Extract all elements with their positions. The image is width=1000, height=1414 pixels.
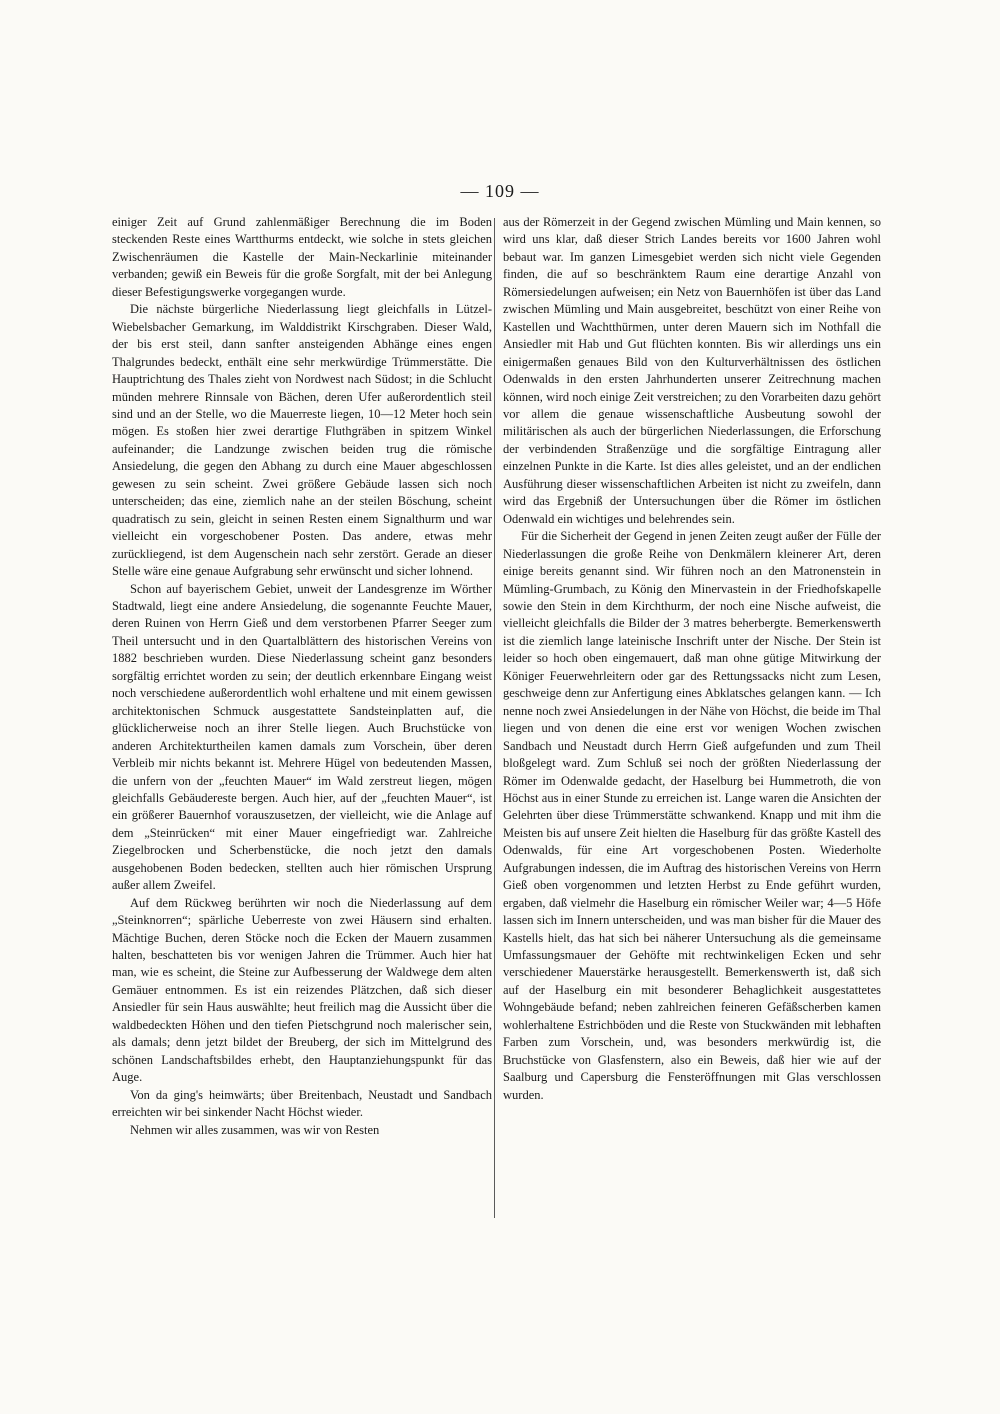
paragraph: Für die Sicherheit der Gegend in jenen Zeiten zeugt außer der Fülle der Niederlassungen die große Reihe von Denkmälern kleinerer Art, deren einige bereits genannt sind. Wir führen noch an den Matronenstein in Mümling-Grumbach, zu König den Minervastein in der Friedhofskapelle sowie den Stein in dem Kirchthurm, der noch eine Nische aufweist, die vielleicht gleichfalls die Bilder der 3 matres beherbergte. Bemerkenswerth ist die ziemlich lange lateinische Inschrift unter der Nische. Der Stein ist leider so hoch oben eingemauert, daß man ohne gütige Mitwirkung der Königer Feuerwehrleitern oder gar des Rettungssacks nicht zum Lesen, geschweige denn zur Anfertigung eines Abklatsches gelangen kann. — Ich nenne noch zwei Ansiedelungen in der Nähe von Höchst, die beide im Thal liegen und von denen die eine erst vor wenigen Wochen zwischen Sandbach und Neustadt durch Herrn Gieß aufgefunden und zum Theil bloßgelegt ward. Zum Schluß sei noch der größten Niederlassung der Römer im Odenwalde gedacht, der Haselburg bei Hummetroth, die von Höchst aus in einer Stunde zu erreichen ist. Lange waren die Ansichten der Gelehrten über diese Trümmerstätte schwankend. Knapp und mit ihm die Meisten bis auf unsere Zeit hielten die Haselburg für das größte Kastell des Odenwalds, für eine Art vorgeschobenen Posten. Wiederholte Aufgrabungen indessen, die im Auftrag des historischen Vereins von Herrn Gieß oben vorgenommen und letzten Herbst zu Ende geführt wurden, ergaben, daß vielmehr die Haselburg ein römischer Weiler war; 4—5 Höfe lassen sich im Innern unterscheiden, und was man bisher für die Mauer des Kastells hielt, das hat sich bei näherer Untersuchung als die gemeinsame Umfassungsmauer der Gehöfte mit rechtwinkeligen Ecken und sehr verschiedener Mauerstärke herausgestellt. Bemerkenswerth ist, daß sich auf der Haselburg ein mit besonderer Behaglichkeit ausgestattetes Wohngebäude befand; neben zahlreichen feineren Gefäßscherben kamen wohlerhaltene Estrichböden und die Reste von Stuckwänden mit lebhaften Farben zum Vorschein, und, was besonders merkwürdig ist, die Bruchstücke von Glasfenstern, also ein Beweis, daß hier wie auf der Saalburg und Capersburg die Fensteröffnungen mit Glas verschlossen wurden. [503, 529, 881, 1102]
paragraph: Auf dem Rückweg berührten wir noch die Niederlassung auf dem „Steinknorren“; spärliche Ueberreste von zwei Häusern sind erhalten. Mächtige Buchen, deren Stöcke noch die Ecken der Mauern zusammen halten, beschatteten bis vor wenigen Jahren die Trümmer. Auch hier hat man, wie es scheint, die Steine zur Aufbesserung der Waldwege dem alten Gemäuer entnommen. Es ist ein reizendes Plätzchen, daß sich dieser Ansiedler für sein Haus auswählte; heut freilich mag die Aussicht über die waldbedeckten Höhen und den tiefen Pietschgrund noch malerischer sein, als damals; denn jetzt bildet der Breuberg, der sich im Mittelgrund des schönen Landschaftsbildes erhebt, den Hauptanziehungspunkt für das Auge. [112, 895, 492, 1085]
paragraph: einiger Zeit auf Grund zahlenmäßiger Berechnung die im Boden steckenden Reste eines Wartthurms entdeckt, wie solche in stets gleichen Zwischenräumen die Kastelle der Main-Neckarlinie miteinander verbanden; gewiß ein Beweis für die große Sorgfalt, mit der bei Anlegung dieser Befestigungswerke vorgegangen wurde. [112, 215, 492, 299]
column-divider [494, 218, 495, 1218]
paragraph: Die nächste bürgerliche Niederlassung liegt gleichfalls in Lützel-Wiebelsbacher Gemarkung, im Walddistrikt Kirschgraben. Dieser Wald, der bis erst steil, dann sanfter ansteigenden Abhänge eines engen Thalgrundes bedeckt, enthält eine sehr merkwürdige Trümmerstätte. Die Hauptrichtung des Thales zieht von Nordwest nach Südost; in die Schlucht münden mehrere Rinnsale von Bächen, deren Ufer außerordentlich steil sind und an der Stelle, wo die Mauerreste liegen, 10—12 Meter hoch sein mögen. Es stoßen hier zwei derartige Fluthgräben in spitzem Winkel aufeinander; die Landzunge zwischen beiden trug die römische Ansiedelung, die gegen den Abhang zu durch eine Mauer abgeschlossen gewesen zu sein scheint. Zwei größere Gebäude lassen sich noch unterscheiden; das eine, ziemlich nahe an der steilen Böschung, scheint quadratisch zu sein, gleicht in seinen Resten einem Signalthurm und war vielleicht ein vorgeschobener Posten. Das andere, etwas mehr zurückliegend, ist dem Augenschein nach sehr zerstört. Gerade an dieser Stelle wäre eine genaue Aufgrabung sehr erwünscht und sicher lohnend. [112, 302, 492, 579]
paragraph: Schon auf bayerischem Gebiet, unweit der Landesgrenze im Wörther Stadtwald, liegt eine andere Ansiedelung, die sogenannte Feuchte Mauer, deren Ruinen von Herrn Gieß und dem verstorbenen Pfarrer Seeger zum Theil untersucht und in den Quartalblättern des historischen Vereins von 1882 beschrieben wurden. Diese Niederlassung scheint ganz besonders sorgfältig errichtet worden zu sein; der deutlich erkennbare Eingang weist noch verschiedene außerordentlich wohl erhaltene und mit einem gewissen architektonischen Schmuck ausgestattete Sandsteinplatten auf, die glücklicherweise noch an ihrer Stelle liegen. Auch Bruchstücke von anderen Architekturtheilen kamen damals zum Vorschein, über deren Verbleib mir nichts bekannt ist. Mehrere Hügel von bedeutenden Massen, die unfern von der „feuchten Mauer“ im Wald zerstreut liegen, mögen gleichfalls Gebäudereste bergen. Auch hier, auf der „feuchten Mauer“, ist ein größerer Bauernhof vorauszusetzen, der vielleicht, wie die Anlage auf dem „Steinrücken“ mit einer Mauer eingefriedigt war. Zahlreiche Ziegelbrocken und Scherbenstücke, die noch jetzt den damals ausgehobenen Boden bedecken, stellten auch hier römischen Ursprung außer allem Zweifel. [112, 581, 492, 893]
paragraph: Nehmen wir alles zusammen, was wir von Resten [130, 1122, 380, 1137]
right-column [503, 214, 881, 1104]
paragraph: aus der Römerzeit in der Gegend zwischen Mümling und Main kennen, so wird uns klar, daß dieser Strich Landes bereits vor 1600 Jahren wohl bebaut war. Im ganzen Limesgebiet werden sich nicht viele Gegenden finden, die auf so beschränktem Raum eine derartige Anzahl von Römersiedelungen aufweisen; ein Netz von Bauernhöfen ist über das Land zwischen Mümling und Main ausgebreitet, beschützt von einer Reihe von Kastellen und Wachtthürmen, unter deren Mauern sich im Nothfall die Ansiedler mit Hab und Gut flüchten konnten. Bis wir allerdings uns ein einigermaßen genaues Bild von den Kulturverhältnissen des östlichen Odenwalds in den ersten Jahrhunderten unserer Zeitrechnung machen können, wird noch einige Zeit verstreichen; zu den Vorarbeiten dazu gehört vor allem die genaue wissenschaftliche Ausbeutung sowohl der militärischen als auch der bürgerlichen Niederlassungen, die Erforschung der verbindenden Straßenzüge und die sorgfältige Eintragung aller einzelnen Punkte in die Karte. Ist dies alles geleistet, und an der endlichen Ausführung dieser wissenschaftlichen Arbeiten ist nicht zu zweifeln, dann wird das Ergebniß der Untersuchungen über die Römer im östlichen Odenwald ein wichtiges und belehrendes sein. [503, 215, 881, 526]
paragraph: Von da ging's heimwärts; über Breitenbach, Neustadt und Sandbach erreichten wir bei sinkender Nacht Höchst wieder. [112, 1087, 492, 1120]
page-number: — 109 — [460, 181, 540, 201]
left-column [112, 214, 492, 1139]
